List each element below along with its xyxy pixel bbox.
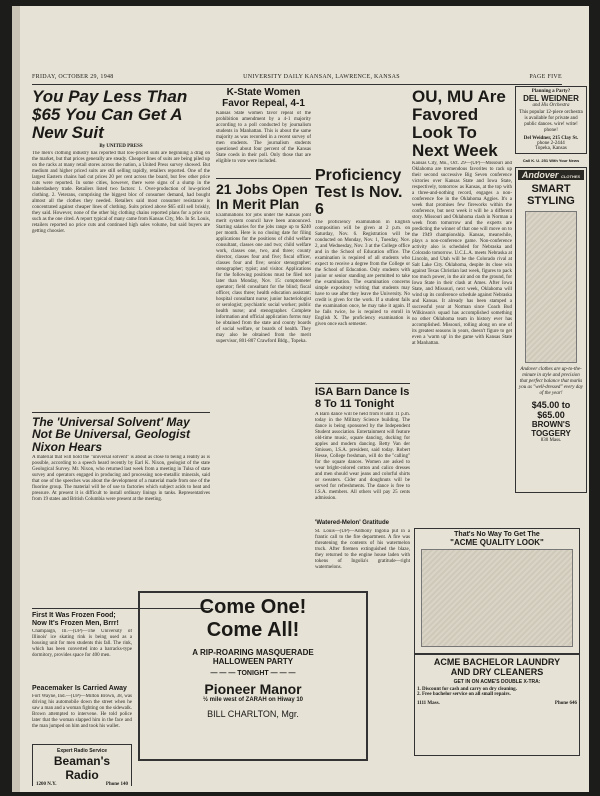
weidner-kicker: Planning a Party? (531, 89, 571, 94)
masquerade-line3: A RIP-ROARING MASQUERADE (192, 648, 314, 657)
ou-headline: OU, MU Are Favored Look To Next Week (412, 87, 506, 160)
andover-styling: STYLING (527, 195, 575, 207)
newspaper-page (12, 6, 589, 792)
masquerade-line8: BILL CHARLTON, Mgr. (207, 709, 299, 719)
column-4 (412, 86, 512, 526)
frozen-headline: First It Was Frozen Food; Now It's Frozen Men, Brrr! (32, 612, 119, 627)
weidner-orchestra: and His Orchestra (532, 103, 570, 108)
melon-body: St. Louis—(UP)—Anthony Ingolia put in a frantic call to the fire department. A fire was threatening the contents of his watermelon truck. After firemen extinguished the blaze, they returned to the engine house laden with tokens of Ingolia's gratitude—right watermelons. (315, 528, 410, 569)
divider (315, 383, 410, 384)
acme-laundry-line1: ACME BACHELOR LAUNDRY (433, 657, 561, 667)
masquerade-ad (138, 591, 368, 761)
masquerade-line2: Come All! (206, 619, 300, 641)
acme-laundry-line2: AND DRY CLEANERS (450, 667, 544, 677)
masquerade-line6: Pioneer Manor (204, 681, 302, 697)
masthead-page: PAGE FIVE (529, 74, 562, 80)
masquerade-line7: ½ mile west of ZARAH on Hiway 10 (202, 697, 304, 703)
andover-price: $45.00 to $65.00 (531, 400, 571, 420)
weidner-phone: phone 2-2444 (537, 141, 565, 146)
acme-laundry-item2: 2. Free bachelor service on all small repairs. (417, 692, 511, 697)
frozen-body: Champaign, Ill.—(UP)—The University of Illinois' ice skating rink is being used as a housing unit for men students this fall. The rink, which has been converted into a barracks-type dormitory, provides space for 400 men. (32, 629, 132, 658)
lead-body: The men's clothing industry has reported that low-priced suits are beginning a drag on the market, but that prices generally are steady. Cheaper lines of suits are being piled up on the racks at many retail stores across the nation, a United Press survey showed. But medium and higher priced suits are still selling rapidly, retailers reported. One of the largest Eastern chains had cut prices 20 per cent across the board, but few other price cuts were reported. In some cities, however, there were signs of a slump in the haberdashery trade. Retailers listed two factors: 1. Over-production of low-priced clothing. 2. Veterans, comprising the biggest bloc of consumer demand, had bought almost all the clothes they needed. Retailers said most consumer resistance is concentrated against cheaper lines of clothing. Suits priced above $65 still sell briskly, they said. However, none of the other big clothing chains reported plans for a price cut such as the one cited. A report typical of many came from Kansas City, Mo. In St. Louis, retailers reported no price cuts and continued high sales volume, but said buyers are getting choosier. (32, 150, 210, 234)
column-3 (315, 86, 410, 586)
andover-brand (518, 170, 584, 180)
masthead-date: FRIDAY, OCTOBER 29, 1948 (32, 74, 114, 80)
andover-store: BROWN'S TOGGERY (531, 420, 571, 438)
andover-ad (515, 167, 587, 493)
solvent-headline: The 'Universal Solvent' May Not Be Universal, Geologist Nixon Hears (32, 414, 191, 454)
melon-headline: 'Watered-Melon' Gratitude (315, 520, 389, 527)
divider (32, 412, 210, 413)
column-2 (216, 86, 311, 586)
isa-body: A Barn dance will be held from 8 until 11 p.m. today in the Military Science building. The dance is being sponsored by the Independent Student association. Entertainment will feature old-time music, square dancing, ducking for apples and modern dancing. Betty Van der Smissen, I.S.A. president, said today. Robert Hesse, College freshman, will do the "calling" for the square dances. Women are asked to wear bright-colored cotton and calico dresses and men should wear jeans and colorful shirts or sweaters. Cider and doughnuts will be served for refreshments. The dance is free to I.S.A. members. All others will pay 25 cents admission. (315, 412, 410, 502)
lead-headline: You Pay Less Than $65 You Can Get A New Suit (32, 87, 188, 142)
acme-laundry-address: 1111 Mass. (417, 701, 440, 706)
weidner-body: This popular 12-piece orchestra is available for private and public dances. wire! write! phone! (519, 110, 583, 133)
divider (216, 178, 311, 179)
andover-body: Andover clothes are up-to-the-minute in style and precision that perfect balance that marks you as "well-dressed" every day of the year! (519, 367, 583, 396)
jobs-body: Examinations for jobs under the Kansas joint merit system council have been announced. Starting salaries for the jobs range up to $240 per month. Here is no closing date for filing applications for the positions of child welfare consultant, classes one and two; child welfare work, classes one, two, and three; county director, classes four and five; fiscal officer, classes four and five; senior stenographer; stenographer; typist; and visitor. Applications for the following positions must be filed not later than Monday, Nov. 15: comptometer operator; field consultant for the blind; fiscal officer, class three; health education assistant; hospital consultant nurse; junior bacteriologist or serologist; psychiatric social worker; public health nurse; and stenographer. Complete information and official application forms may be obtained from the state and county boards of social welfare, or boards of health. They may also be obtained from the merit supervisor, 801-807 Crawford Bldg., Topeka. (216, 213, 311, 345)
acme-laundry-phone: Phone 646 (554, 701, 577, 706)
andover-clothes: CLOTHES (560, 174, 581, 179)
proficiency-headline: Proficiency Test Is Nov. 6 (315, 167, 403, 218)
weidner-city: Topeka, Kansas (535, 146, 567, 151)
cartoon-illustration (421, 549, 573, 647)
solvent-body: A material that will hold the "universal solvent" is about as close to being a reality as is possible, according to a speech heard recently by Earl K. Nixon, geologist of the state Geological Survey. Mr. Nixon, who returned last week from a meeting in Tulsa of state survey and operators engaged in producing and processing non-metallic minerals, said that one of the speeches was about the development of a material made from one of the fluorine group. The material will be of use to factories which subject acids to heat and pressure. At present it is difficult to install ordinary linings in tanks. Representatives from 19 states and British Columbia were present at the meeting. (32, 455, 210, 503)
acme-laundry-line3: GET IN ON ACME'S DOUBLE X-TRA: (453, 679, 541, 685)
masthead (32, 74, 562, 85)
beaman-kicker: Expert Radio Service (56, 748, 108, 755)
proficiency-body: The proficiency examination in English composition will be given at 2 p.m. on Saturday, Nov. 6. Registration will be conducted on Monday, Nov. 1, Tuesday, Nov. 2, and Wednesday, Nov. 3 at the College office and in the School of Education office. The examination is required of all students who expect to receive a degree from the College or the School of Education. Only students with junior or senior standing are permitted to take the examination. The examination concerns simple expository writing that students may have to use after they leave the University. No credit is given for the work. If a student fails the examination once, he may take it again. If he fails twice, he is required to enroll in English X. The proficiency examination is given once each semester. (315, 220, 410, 328)
acme-laundry-item1: 1. Discount for cash and carry on dry cleaning. (417, 687, 517, 692)
acme-quality-line1: That's No Way To Get The (454, 531, 540, 538)
beaman-address: 1200 N.Y. (36, 782, 57, 786)
weidner-ad (515, 86, 587, 154)
binding-edge (12, 6, 20, 792)
andover-address: 830 Mass. (540, 438, 562, 443)
kstate-body: Kansas State women favor repeal of the prohibition amendment by a 4-1 majority according to a poll conducted by journalism students in Manhattan. This is about the same majority as was recorded in a recent survey of men students. The journalism students questioned about four percent of the Kansas State coeds in their poll. Only those that are eligible to vote were included. (216, 111, 311, 164)
lead-byline: By UNITED PRESS (99, 143, 143, 149)
man-in-suit-illustration (525, 211, 577, 363)
peacemaker-headline: Peacemaker Is Carried Away (32, 685, 127, 692)
call-news-line: Call K. U. 251 With Your News (522, 158, 580, 163)
ou-body: Kansas City, Mo., Oct. 29—(UP)—Missouri and Oklahoma are tremendous favorites to rack up their second successive Big Seven conference victories over Kansas State and Iowa State, respectively, tomorrow as Kansas, at the top with a three-and-nothing record, engages a non-conference foe in the Oklahoma Aggies. It's a week that promises few fireworks within the conference, but next week it will be a different story. Missouri and Oklahoma clash in Norman a week from tomorrow and the experts are predicting the winner of that one will move on to the 1949 championship. Kansas, meanwhile, plays a non-conference game. Non-conference activity also is scheduled for Nebraska and Colorado tomorrow. U.C.L.A. meets Nebraska at Lincoln, and Utah will be the Colorado rival at Salt Lake City. Oklahoma, despite its close win against Texas Christian last week, figures to pack too much power, in the air and on the ground, for Iowa State in their clash at Ames. After Iowa State, and Missouri, next week, Oklahoma will wind up its conference schedule against Nebraska and Kansas. It already has been stamped a successful year at Norman since Coach Bud Wilkinson's squad has accomplished something no other Oklahoma team in history ever has accomplished. Missouri, rolling along on one of its greatest seasons in years, doesn't figure to get even a 'warm up' in the game with Kansas State at Manhattan. (412, 161, 512, 347)
beaman-ad (32, 744, 132, 786)
andover-brand-text: Andover (521, 170, 559, 180)
acme-quality-line2: "ACME QUALITY LOOK" (450, 538, 544, 547)
acme-quality-ad (414, 528, 580, 654)
kstate-headline: K-State Women Favor Repeal, 4-1 (222, 87, 305, 109)
jobs-headline: 21 Jobs Open In Merit Plan (216, 181, 308, 212)
andover-smart: SMART (531, 183, 571, 195)
masquerade-line1: Come One! (199, 596, 307, 618)
isa-headline: ISA Barn Dance Is 8 To 11 Tonight (315, 386, 410, 410)
weidner-name: DEL WEIDNER (523, 94, 579, 103)
beaman-name: Beaman's Radio (53, 754, 111, 783)
masquerade-line4: HALLOWEEN PARTY (212, 657, 294, 666)
weidner-contact: Del Weidner, 215 Clay St. (523, 136, 579, 141)
beaman-phone: Phone 140 (105, 782, 128, 786)
peacemaker-body: Fort Wayne, Ind.—(UP)—Milton Brown, 38, was driving his automobile down the street when he saw a man and a woman fighting on the sidewalk. Brown attempted to intervene. He told police later that the woman slapped him in the face and the man jumped on him and took his wallet. (32, 694, 132, 730)
masthead-title: UNIVERSITY DAILY KANSAN, LAWRENCE, KANSAS (243, 74, 400, 80)
masquerade-line5: — — — TONIGHT — — — (210, 670, 296, 677)
acme-laundry-ad (414, 654, 580, 756)
